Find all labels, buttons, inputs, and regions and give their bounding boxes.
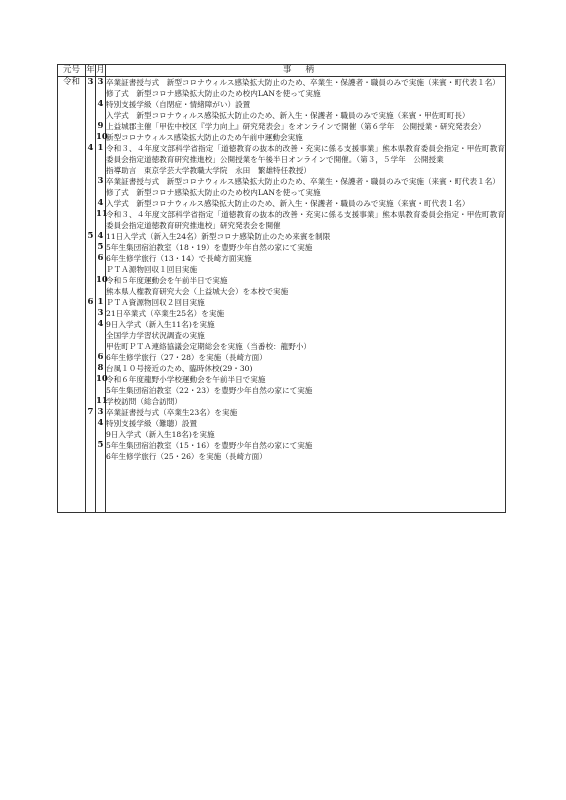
era-cell — [58, 341, 86, 352]
event-cell: 21日卒業式（卒業生25名）を実施 — [106, 308, 506, 319]
table-row — [58, 253, 506, 264]
table-row — [58, 418, 506, 429]
table-row — [58, 451, 506, 462]
year-cell — [86, 88, 96, 99]
event-cell: 卒業証書授与式（卒業生23名）を実施 — [106, 407, 506, 418]
era-cell — [58, 308, 86, 319]
era-cell — [58, 187, 86, 198]
year-cell — [86, 187, 96, 198]
year-cell — [86, 308, 96, 319]
event-cell: 令和６年度龍野小学校運動会を午前半日で実施 — [106, 374, 506, 385]
table-row — [58, 264, 506, 275]
year-cell: 3 — [86, 77, 96, 89]
table-row — [58, 198, 506, 209]
era-cell — [58, 88, 86, 99]
table-row — [58, 286, 506, 297]
table-row — [58, 429, 506, 440]
table-row — [58, 88, 506, 99]
year-cell — [86, 341, 96, 352]
year-cell — [86, 242, 96, 253]
year-cell — [86, 198, 96, 209]
table-row — [58, 396, 506, 407]
year-cell — [86, 330, 96, 341]
header-era: 元号 — [58, 65, 86, 77]
event-cell: 9日入学式（新入生11名)を実施 — [106, 319, 506, 330]
event-cell: 令和３、４年度文部科学省指定「道徳教育の抜本的改善・充実に係る支援事業」熊本県教育委員会指定・甲佐町教育委員会指定道徳教育研究推進校」研究発表会を開催 — [106, 210, 505, 230]
month-cell — [96, 429, 106, 440]
era-cell — [58, 275, 86, 286]
event-cell: ＰＴＡ資源物回収２回目実施 — [106, 297, 506, 308]
era-cell — [58, 319, 86, 330]
event-cell: 卒業証書授与式 新型コロナウィルス感染拡大防止のため、卒業生・保護者・職員のみで実施（来賓・町代表１名） — [106, 77, 506, 89]
event-cell: 甲佐町ＰＴＡ連絡協議会定期総会を実施（当番校：龍野小） — [106, 341, 506, 352]
month-cell: 3 — [96, 308, 106, 319]
table-row — [58, 374, 506, 385]
table-row — [58, 231, 506, 242]
era-cell — [58, 385, 86, 396]
era-cell — [58, 143, 86, 165]
event-cell: 全国学力学習状況調査の実施 — [106, 330, 506, 341]
event-cell: 入学式 新型コロナウィルス感染拡大防止のため、新入生・保護者・職員のみで実施（来賓・甲佐町町長） — [106, 110, 506, 121]
year-cell — [86, 286, 96, 297]
era-cell — [58, 132, 86, 143]
blank-cell — [58, 462, 86, 513]
era-cell — [58, 121, 86, 132]
era-cell — [58, 429, 86, 440]
year-cell — [86, 110, 96, 121]
month-cell: 6 — [96, 352, 106, 363]
year-cell — [86, 132, 96, 143]
event-cell: 台風１０号接近のため、臨時休校(29・30) — [106, 363, 506, 374]
event-cell: 特別支援学級（難聴）設置 — [106, 418, 506, 429]
table-row — [58, 308, 506, 319]
year-cell — [86, 396, 96, 407]
month-cell: 9 — [96, 121, 106, 132]
event-cell: 入学式 新型コロナウィルス感染拡大防止のため、新入生・保護者・職員のみで実施（来賓・町代表１名） — [106, 198, 506, 209]
table-blank-area — [58, 462, 506, 513]
event-cell: 修了式 新型コロナ感染拡大防止のため校内LANを使って実施 — [106, 88, 506, 99]
year-cell: 6 — [86, 297, 96, 308]
month-cell: 3 — [96, 407, 106, 418]
month-cell: 10 — [96, 374, 108, 384]
month-cell: 10 — [96, 132, 108, 142]
year-cell — [86, 429, 96, 440]
year-cell: 5 — [86, 231, 96, 242]
table-row — [58, 132, 506, 143]
year-cell — [86, 363, 96, 374]
table-row — [58, 110, 506, 121]
event-cell: 6年生修学旅行（25・26）を実施（長崎方面） — [106, 451, 506, 462]
event-cell: 学校訪問（総合訪問） — [106, 396, 506, 407]
table-row — [58, 242, 506, 253]
month-cell: 1 — [96, 297, 106, 308]
era-cell — [58, 396, 86, 407]
month-cell: 11 — [96, 209, 106, 231]
month-cell — [96, 165, 106, 176]
era-cell — [58, 99, 86, 110]
era-cell — [58, 242, 86, 253]
era-cell — [58, 374, 86, 385]
month-cell: 10 — [96, 275, 108, 285]
table-row — [58, 407, 506, 418]
event-cell: 6年生修学旅行（13・14）で長崎方面実施 — [106, 253, 506, 264]
era-cell — [58, 440, 86, 451]
table-row — [58, 99, 506, 110]
blank-cell — [106, 462, 506, 513]
era-cell — [58, 209, 86, 231]
month-cell: 5 — [96, 440, 106, 451]
table-row — [58, 143, 506, 165]
table-row — [58, 121, 506, 132]
year-cell — [86, 451, 96, 462]
event-cell: 6年生修学旅行（27・28）を実施（長崎方面） — [106, 352, 506, 363]
event-cell: ＰＴＡ源物回収１回目実施 — [106, 264, 506, 275]
table-row — [58, 165, 506, 176]
era-cell — [58, 198, 86, 209]
month-cell: 4 — [96, 198, 106, 209]
table-row — [58, 77, 506, 89]
table-row — [58, 297, 506, 308]
month-cell — [96, 385, 106, 396]
header-month: 月 — [96, 65, 105, 75]
event-cell: 特別支援学級（自閉症・情緒障がい）設置 — [106, 99, 506, 110]
blank-cell — [96, 462, 106, 513]
history-table — [57, 64, 506, 513]
month-cell: 3 — [96, 176, 106, 187]
year-cell — [86, 385, 96, 396]
year-cell — [86, 418, 96, 429]
era-cell — [58, 286, 86, 297]
table-row — [58, 176, 506, 187]
year-cell — [86, 374, 96, 385]
header-event: 事柄 — [106, 65, 506, 77]
month-cell: 3 — [96, 77, 106, 89]
month-cell: 11 — [96, 396, 108, 406]
event-cell: 修了式 新型コロナ感染拡大防止のため校内LANを使って実施 — [106, 187, 506, 198]
era-cell — [58, 330, 86, 341]
year-cell — [86, 352, 96, 363]
event-cell: 新型コロナウィルス感染拡大防止のため午前中運動会実施 — [106, 132, 506, 143]
month-cell: 6 — [96, 253, 106, 264]
year-cell — [86, 176, 96, 187]
year-cell — [86, 209, 96, 231]
table-row — [58, 187, 506, 198]
event-cell: 5年生集団宿泊教室（15・16）を豊野少年自然の家にて実施 — [106, 440, 506, 451]
era-cell — [58, 363, 86, 374]
month-cell — [96, 187, 106, 198]
event-cell: 9日入学式（新入生18名)を実施 — [106, 429, 506, 440]
table-row — [58, 385, 506, 396]
month-cell: 4 — [96, 418, 106, 429]
month-cell: 4 — [96, 319, 106, 330]
year-cell — [86, 121, 96, 132]
month-cell: 5 — [96, 242, 106, 253]
event-cell: 指導助言 東京学芸大学教職大学院 永田 繁雄特任教授） — [106, 165, 506, 176]
era-cell — [58, 165, 86, 176]
era-cell — [58, 110, 86, 121]
table-row — [58, 341, 506, 352]
month-cell: 8 — [96, 363, 106, 374]
event-cell: 上益城郡主催「甲佐中校区『学力向上』研究発表会」をオンラインで開催（第６学年 公開授業・研究発表会） — [106, 121, 506, 132]
era-cell — [58, 297, 86, 308]
year-cell — [86, 319, 96, 330]
year-cell — [86, 253, 96, 264]
month-cell: 1 — [96, 143, 106, 165]
year-cell — [86, 264, 96, 275]
header-row — [58, 65, 506, 77]
blank-cell — [86, 462, 96, 513]
year-cell: 4 — [86, 143, 96, 165]
table-row — [58, 319, 506, 330]
era-cell — [58, 176, 86, 187]
era-cell — [58, 352, 86, 363]
month-cell — [96, 88, 106, 99]
event-cell: 5年生集団宿泊教室（18・19）を豊野少年自然の家にて実施 — [106, 242, 506, 253]
month-cell — [96, 264, 106, 275]
year-cell — [86, 99, 96, 110]
table-row — [58, 363, 506, 374]
event-cell: 令和５年度運動会を午前半日で実施 — [106, 275, 506, 286]
table-row — [58, 275, 506, 286]
event-cell: 11日入学式（新入生24名）新型コロナ感染防止のため来賓を制限 — [106, 231, 506, 242]
event-cell: 5年生集団宿泊教室（22・23）を豊野少年自然の家にて実施 — [106, 385, 506, 396]
year-cell — [86, 275, 96, 286]
header-year: 年 — [86, 65, 95, 75]
era-cell — [58, 407, 86, 418]
era-cell — [58, 253, 86, 264]
era-cell — [58, 418, 86, 429]
era-cell — [58, 231, 86, 242]
era-cell — [58, 451, 86, 462]
table-row — [58, 209, 506, 231]
month-cell — [96, 451, 106, 462]
month-cell — [96, 330, 106, 341]
month-cell — [96, 341, 106, 352]
month-cell: 4 — [96, 231, 106, 242]
era-cell — [58, 264, 86, 275]
year-cell: 7 — [86, 407, 96, 418]
month-cell — [96, 286, 106, 297]
event-cell: 令和３、４年度文部科学省指定「道徳教育の抜本的改善・充実に係る支援事業」熊本県教育委員会指定・甲佐町教育委員会指定道徳教育研究推進校」公開授業を午後半日オンラインで開催。（第３，５学年 公開授業 — [106, 144, 505, 164]
table-row — [58, 352, 506, 363]
table-row — [58, 440, 506, 451]
year-cell — [86, 165, 96, 176]
event-cell: 卒業証書授与式 新型コロナウィルス感染拡大防止のため、卒業生・保護者・職員のみで実施（来賓・町代表１名） — [106, 176, 506, 187]
month-cell — [96, 110, 106, 121]
era-cell: 令和 — [58, 77, 86, 89]
year-cell — [86, 440, 96, 451]
table-row — [58, 330, 506, 341]
event-cell: 熊本県人権教育研究大会（上益城大会）を本校で実施 — [106, 286, 506, 297]
month-cell: 4 — [96, 99, 106, 110]
